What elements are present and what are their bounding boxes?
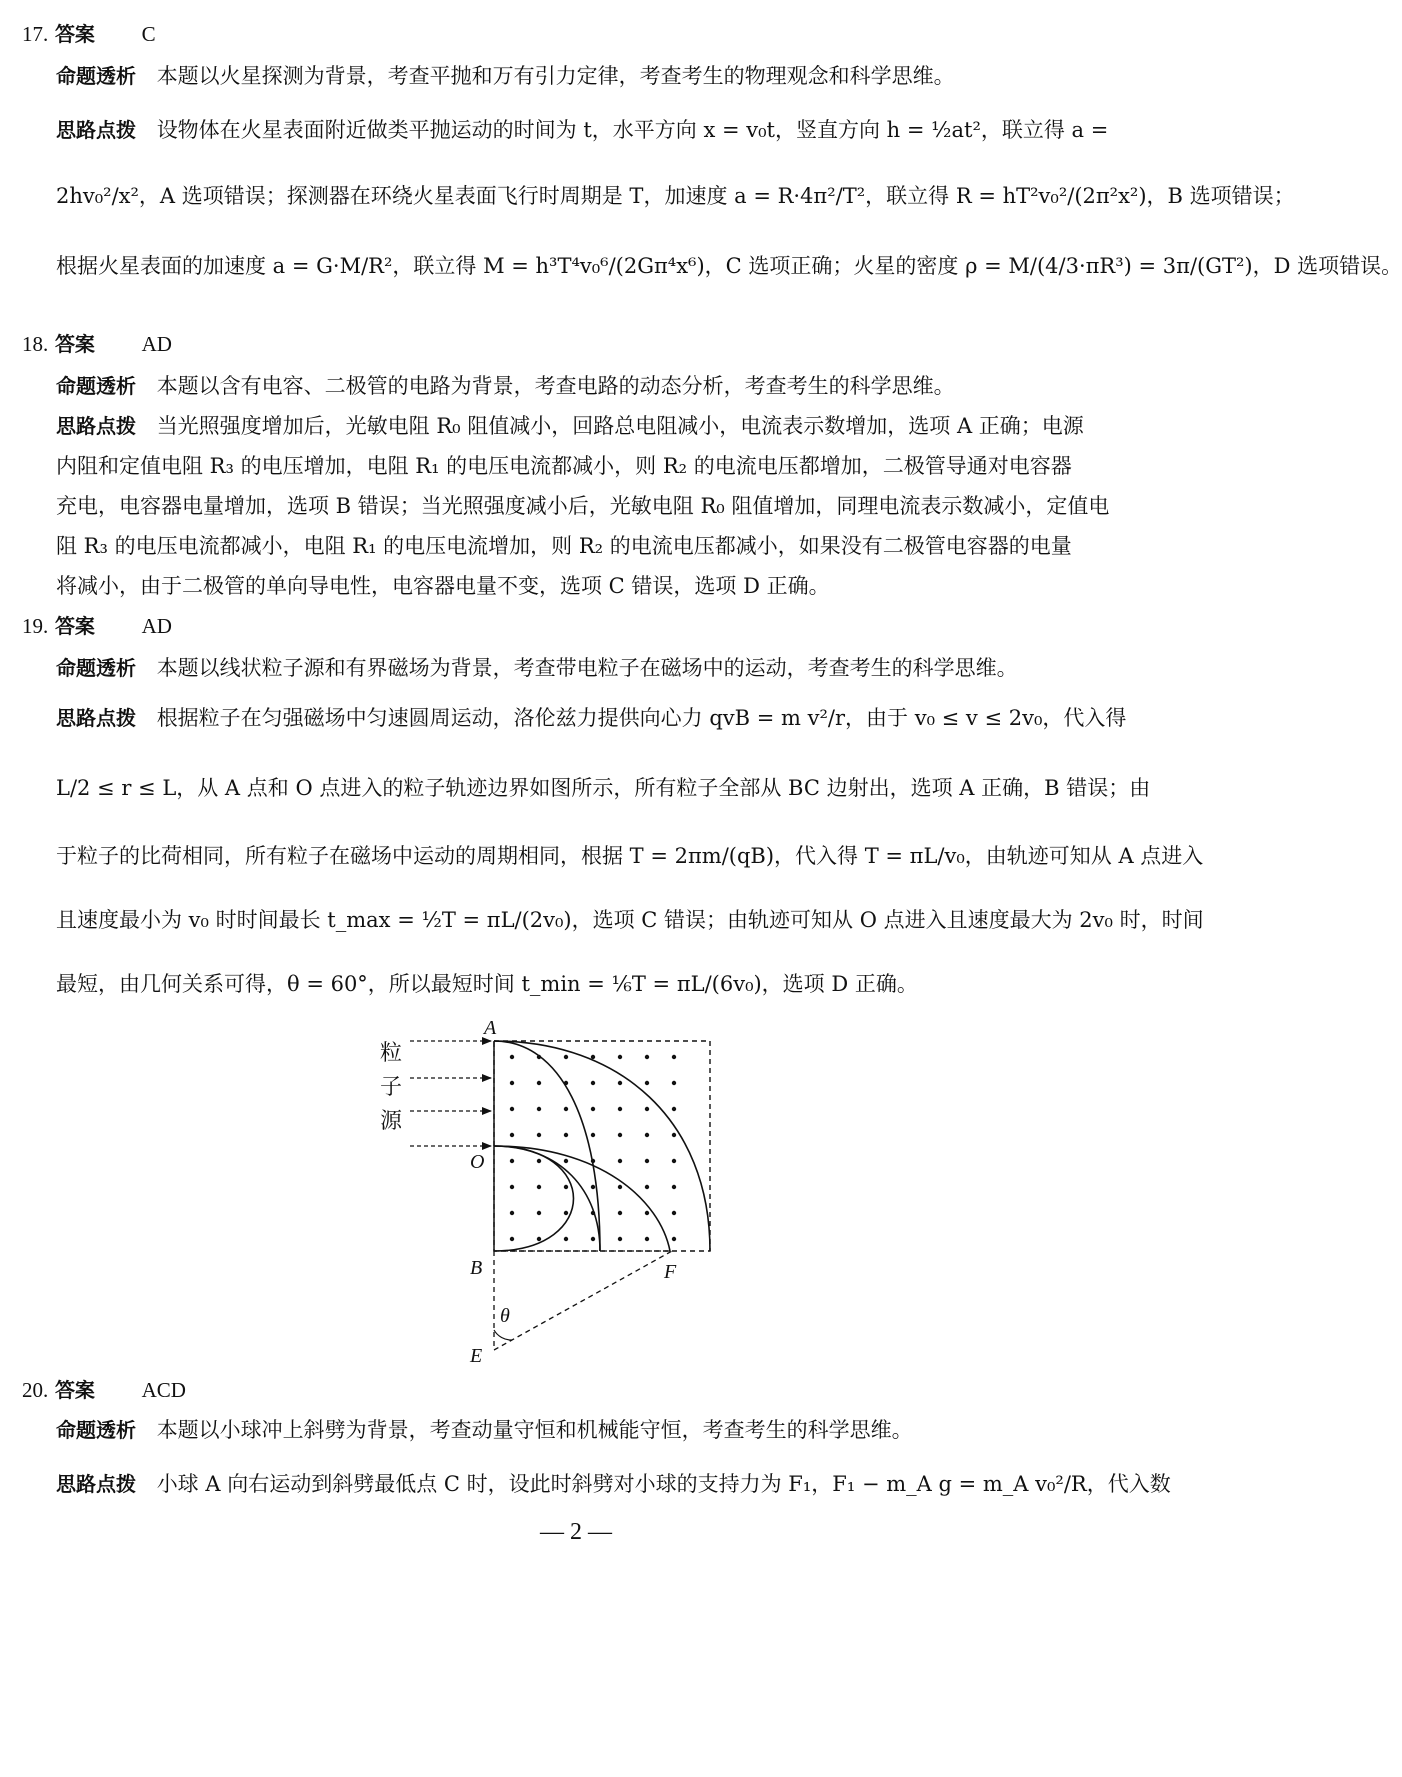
field-dot bbox=[591, 1185, 595, 1189]
label-O: O bbox=[470, 1151, 485, 1173]
label-A: A bbox=[484, 1017, 497, 1039]
field-dot bbox=[618, 1185, 622, 1189]
q20-hint-text1: 小球 A 向右运动到斜劈最低点 C 时，设此时斜劈对小球的支持力为 F₁，F₁ − m_A g = m_A v₀²/R，代入数 bbox=[156, 1472, 1171, 1496]
q17-answer: C bbox=[141, 22, 156, 46]
q19-hint-line5: 最短，由几何关系可得，θ = 60°，所以最短时间 t_min = ⅙T = πL/(6v₀)，选项 D 正确。 bbox=[56, 972, 918, 996]
field-dot bbox=[510, 1133, 514, 1137]
q17-analysis-label: 命题透析 bbox=[56, 64, 136, 88]
q20-number: 20. bbox=[22, 1378, 49, 1402]
label-B: B bbox=[470, 1257, 483, 1279]
field-dot bbox=[564, 1055, 568, 1059]
field-dot bbox=[618, 1237, 622, 1241]
field-dot bbox=[537, 1107, 541, 1111]
q19-analysis-text: 本题以线状粒子源和有界磁场为背景，考查带电粒子在磁场中的运动，考查考生的科学思维。 bbox=[156, 656, 1018, 680]
q19-answer: AD bbox=[141, 614, 172, 638]
q18-hint-line3: 充电，电容器电量增加，选项 B 错误；当光照强度减小后，光敏电阻 R₀ 阻值增加，同理电流表示数减小，定值电 bbox=[56, 494, 1110, 518]
field-dot bbox=[591, 1055, 595, 1059]
particle-trajectories bbox=[494, 1041, 710, 1251]
q20-hint-line1 bbox=[56, 1474, 1171, 1495]
source-char-1: 粒 bbox=[380, 1041, 403, 1066]
q18-analysis-label: 命题透析 bbox=[56, 374, 136, 398]
q18-answer: AD bbox=[141, 332, 172, 356]
field-dot bbox=[645, 1081, 649, 1085]
q20-heading bbox=[22, 1380, 186, 1401]
field-dot bbox=[618, 1159, 622, 1163]
q19-hint-line4: 且速度最小为 v₀ 时时间最长 t_max = ½T = πL/(2v₀)，选项 C 错误；由轨迹可知从 O 点进入且速度最大为 2v₀ 时，时间 bbox=[56, 908, 1204, 932]
q18-answer-label: 答案 bbox=[54, 332, 95, 356]
q17-answer-label: 答案 bbox=[54, 22, 95, 46]
field-dot bbox=[510, 1185, 514, 1189]
field-dot bbox=[672, 1211, 676, 1215]
source-char-2: 子 bbox=[380, 1075, 403, 1100]
source-char-3: 源 bbox=[380, 1109, 403, 1134]
q17-hint-line3: 根据火星表面的加速度 a = G·M/R²，联立得 M = h³T⁴v₀⁶/(2Gπ⁴x⁶)，C 选项正确；火星的密度 ρ = M/(4/3·πR³) = 3π/(GT²)，D 选项错误。 bbox=[56, 254, 1402, 278]
q18-number: 18. bbox=[22, 332, 49, 356]
field-dot bbox=[537, 1081, 541, 1085]
q20-analysis-text: 本题以小球冲上斜劈为背景，考查动量守恒和机械能守恒，考查考生的科学思维。 bbox=[156, 1418, 913, 1442]
q19-hint-line2: L/2 ≤ r ≤ L，从 A 点和 O 点进入的粒子轨迹边界如图所示，所有粒子全部从 BC 边射出，选项 A 正确，B 错误；由 bbox=[56, 776, 1151, 800]
field-dot bbox=[672, 1081, 676, 1085]
field-dot bbox=[591, 1081, 595, 1085]
field-dot bbox=[564, 1159, 568, 1163]
field-dot bbox=[591, 1107, 595, 1111]
q19-hint-label: 思路点拨 bbox=[56, 706, 136, 730]
q19-hint-text1: 根据粒子在匀强磁场中匀速圆周运动，洛伦兹力提供向心力 qvB = m v²/r，由于 v₀ ≤ v ≤ 2v₀，代入得 bbox=[156, 706, 1127, 730]
field-dot bbox=[618, 1133, 622, 1137]
q20-analysis-label: 命题透析 bbox=[56, 1418, 136, 1442]
field-dot bbox=[672, 1133, 676, 1137]
field-dot bbox=[564, 1107, 568, 1111]
field-dot bbox=[672, 1237, 676, 1241]
field-dot bbox=[564, 1211, 568, 1215]
field-dot bbox=[564, 1237, 568, 1241]
field-dot bbox=[591, 1237, 595, 1241]
page-number: — 2 — bbox=[540, 1519, 612, 1545]
field-dot bbox=[645, 1185, 649, 1189]
label-F: F bbox=[664, 1261, 677, 1283]
q17-number: 17. bbox=[22, 22, 49, 46]
field-dot bbox=[537, 1237, 541, 1241]
field-dot bbox=[564, 1185, 568, 1189]
field-dot bbox=[510, 1107, 514, 1111]
field-dot bbox=[510, 1081, 514, 1085]
q17-hint-line2: 2hv₀²/x²，A 选项错误；探测器在环绕火星表面飞行时周期是 T，加速度 a = R·4π²/T²，联立得 R = hT²v₀²/(2π²x²)，B 选项错误； bbox=[56, 184, 1295, 208]
q20-answer: ACD bbox=[141, 1378, 186, 1402]
field-dot bbox=[618, 1211, 622, 1215]
q18-hint-line2: 内阻和定值电阻 R₃ 的电压增加，电阻 R₁ 的电压电流都减小，则 R₂ 的电流电压都增加，二极管导通对电容器 bbox=[56, 454, 1072, 478]
label-E: E bbox=[470, 1345, 483, 1367]
q18-analysis-text: 本题以含有电容、二极管的电路为背景，考查电路的动态分析，考查考生的科学思维。 bbox=[156, 374, 955, 398]
field-dot bbox=[645, 1107, 649, 1111]
q17-hint-text1: 设物体在火星表面附近做类平抛运动的时间为 t，水平方向 x = v₀t，竖直方向 h = ½at²，联立得 a = bbox=[156, 118, 1109, 142]
field-dot bbox=[645, 1055, 649, 1059]
field-dot bbox=[618, 1055, 622, 1059]
field-dot bbox=[645, 1133, 649, 1137]
field-dot bbox=[618, 1107, 622, 1111]
q19-analysis-label: 命题透析 bbox=[56, 656, 136, 680]
field-dot bbox=[537, 1159, 541, 1163]
source-arrows bbox=[410, 1041, 491, 1146]
field-dot bbox=[618, 1081, 622, 1085]
field-dot bbox=[672, 1055, 676, 1059]
q18-hint-line5: 将减小，由于二极管的单向导电性，电容器电量不变，选项 C 错误，选项 D 正确。 bbox=[56, 574, 830, 598]
field-dot bbox=[645, 1159, 649, 1163]
field-dot bbox=[672, 1159, 676, 1163]
field-dot bbox=[510, 1211, 514, 1215]
field-dot bbox=[645, 1211, 649, 1215]
field-dot bbox=[537, 1211, 541, 1215]
q19-hint-line3: 于粒子的比荷相同，所有粒子在磁场中运动的周期相同，根据 T = 2πm/(qB)，代入得 T = πL/v₀，由轨迹可知从 A 点进入 bbox=[56, 844, 1204, 868]
q20-hint-label: 思路点拨 bbox=[56, 1472, 136, 1496]
q19-number: 19. bbox=[22, 614, 49, 638]
q19-answer-label: 答案 bbox=[54, 614, 95, 638]
field-dot bbox=[645, 1237, 649, 1241]
field-dot bbox=[537, 1133, 541, 1137]
angle-arc bbox=[494, 1330, 512, 1340]
field-dot bbox=[564, 1133, 568, 1137]
field-boundary bbox=[494, 1041, 710, 1251]
field-dot bbox=[510, 1237, 514, 1241]
field-dot bbox=[537, 1185, 541, 1189]
construction-lines bbox=[494, 1251, 672, 1350]
label-theta: θ bbox=[500, 1305, 510, 1327]
field-dot bbox=[510, 1159, 514, 1163]
q20-analysis bbox=[56, 1420, 913, 1441]
q18-hint-line4: 阻 R₃ 的电压电流都减小，电阻 R₁ 的电压电流增加，则 R₂ 的电流电压都减小，如果没有二极管电容器的电量 bbox=[56, 534, 1072, 558]
q18-hint-text1: 当光照强度增加后，光敏电阻 R₀ 阻值减小，回路总电阻减小，电流表示数增加，选项 A 正确；电源 bbox=[156, 414, 1084, 438]
field-dot bbox=[672, 1107, 676, 1111]
field-dot bbox=[591, 1133, 595, 1137]
q18-hint-label: 思路点拨 bbox=[56, 414, 136, 438]
q17-analysis-text: 本题以火星探测为背景，考查平抛和万有引力定律，考查考生的物理观念和科学思维。 bbox=[156, 64, 955, 88]
field-dot bbox=[672, 1185, 676, 1189]
q20-answer-label: 答案 bbox=[54, 1378, 95, 1402]
field-dot bbox=[510, 1055, 514, 1059]
q17-hint-label: 思路点拨 bbox=[56, 118, 136, 142]
